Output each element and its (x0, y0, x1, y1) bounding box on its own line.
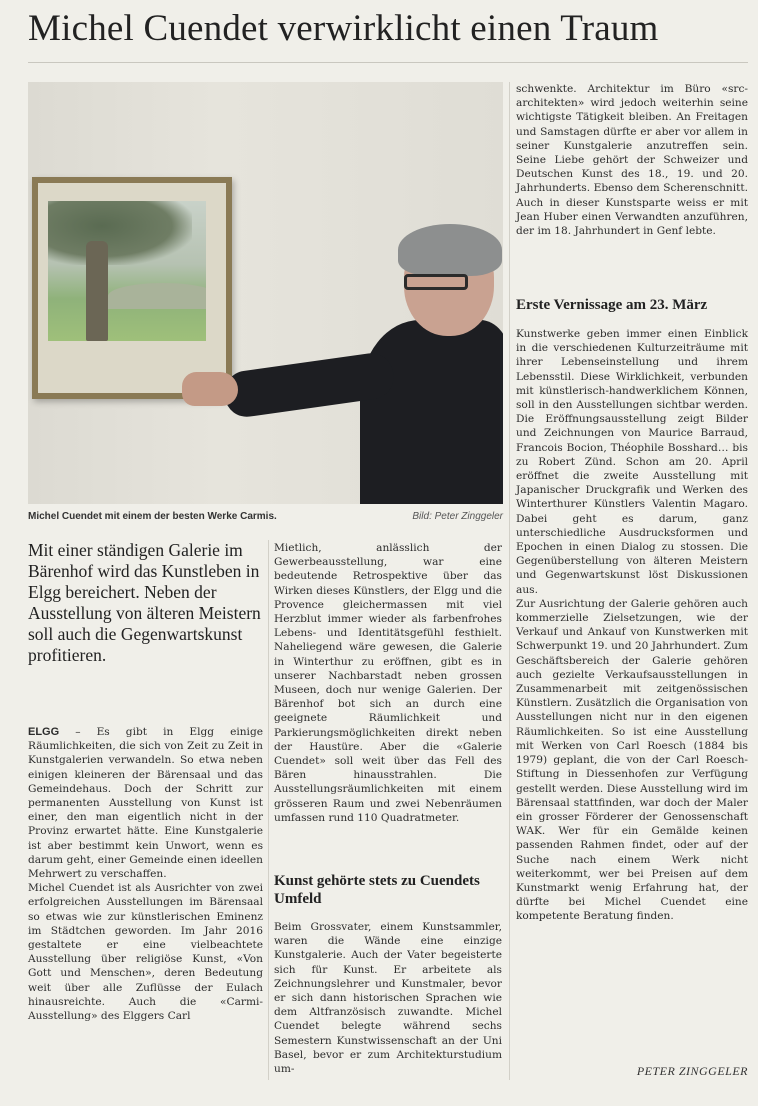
headline-divider (28, 62, 748, 63)
paragraph: Beim Grossvater, einem Kunstsammler, waren die Wände eine einzige Kunstgalerie. Auch der Vater begeisterte sich für Kunst. Er arbeitete als Zeichnungslehrer und Kunstmaler, bevor er sich dann historischen Sprachen wie dem Altfranzösisch zuwandte. Michel Cuendet belegte während sechs Semestern Kunstwissenschaft an der Uni Basel, bevor er zum Architekturstudium um- (274, 921, 502, 1076)
painting-canvas (48, 201, 206, 341)
dateline: ELGG (28, 726, 60, 738)
column-1 (28, 725, 263, 1023)
paragraph: Mietlich, anlässlich der Gewerbeausstellung, war eine bedeutende Retrospektive über das Wirken dieses Künstlers, der Elgg und die Provence gleichermassen mit viel Herzblut immer wieder als farbenfrohes Lebens- und Identitätsgefühl festhielt. Naheliegend wäre gewesen, die Galerie in Winterthur zu eröffnen, gibt es in unserer Nachbarstadt neben grossen Museen, doch nur wenige Galerien. Der Bärenhof bot sich an durch eine geeignete Räumlichkeit und Parkierungsmöglichkeiten direkt neben der Haustüre. Aber die «Galerie Cuendet» soll weit über das Fell des Bären hinausstrahlen. Die Ausstellungsräumlichkeiten mit einem grösseren Raum und zwei Nebenräumen umfassen rund 110 Quadratmeter. (274, 542, 502, 824)
photo-subject (332, 232, 503, 504)
tree-crown (48, 201, 192, 265)
landscape-hills (108, 283, 206, 309)
author-byline: PETER ZINGGELER (636, 1064, 748, 1078)
paragraph-text: – Es gibt in Elgg einige Räumlichkeiten, die sich von Zeit zu Zeit in Kunstgalerien verwandeln. So etwa neben einigen kleineren der Bärensaal und das Gemeindehaus. Doch der Schritt zur permanenten Ausstellung von Kunst ist einer, den man eigentlich nicht in der Provinz erwartet hätte. Eine Kunstgalerie ist aber bestimmt kein Unwort, wenn es darum geht, einer Gemeinde einen ideellen Mehrwert zu verschaffen. (28, 726, 263, 881)
tree-trunk (86, 241, 108, 341)
column-3 (516, 82, 748, 238)
column-3-continued (516, 327, 748, 924)
subheading: Erste Vernissage am 23. März (516, 297, 708, 313)
glasses-icon (404, 274, 468, 290)
article-photo (28, 82, 503, 504)
subheading: Kunst gehörte stets zu Cuendets Umfeld (274, 873, 480, 907)
paragraph: schwenkte. Architektur im Büro «src-architekten» wird jedoch weiterhin seine wichtigste Tätigkeit bleiben. An Freitagen und Samstagen dürfte er aber vor allem in seiner Kunstgalerie anzutreffen sein. Seine Liebe gehört der Schweizer und Deutschen Kunst des 18., 19. und 20. Jahrhunderts. Ebenso dem Scherenschnitt. Auch in dieser Kunstsparte weiss er mit Jean Huber einen Verwandten anzuführen, der im 18. Jahrhundert in Genf lebte. (516, 83, 748, 238)
paragraph: Michel Cuendet ist als Ausrichter von zwei erfolgreichen Ausstellungen im Bärensaal so etwas wie zur künstlerischen Eminenz im Städtchen geworden. Im Jahr 2016 gestaltete er eine vielbeachtete Ausstellung über religiöse Kunst, «Von Gott und Menschen», deren Bedeutung weit über alle Zuflüsse der Eulach hinausreichte. Auch die «Carmi-Ausstellung» des Elggers Carl (28, 882, 263, 1023)
column-2-continued (274, 920, 502, 1076)
article-lead: Mit einer ständigen Galerie im Bärenhof wird das Kunstleben in Elgg bereichert. Neben der Ausstellung von älteren Meistern soll auch die Gegenwartskunst profitieren. (28, 540, 261, 665)
framed-painting (32, 177, 232, 399)
article-headline: Michel Cuendet verwirklicht einen Traum (28, 8, 659, 49)
subject-hair (398, 224, 502, 276)
subject-hand (182, 372, 238, 406)
column-divider (509, 82, 510, 1080)
paragraph: Zur Ausrichtung der Galerie gehören auch kommerzielle Zielsetzungen, wie der Verkauf und Ankauf von Kunstwerken mit Schwerpunkt 19. und 20 Jahrhundert. Zum Geschäftsbereich der Galerie gehören auch gezielte Verkaufsausstellungen in Zusammenarbeit mit zeitgenössischen Künstlern. Zusätzlich die Organisation von Ausstellungen nicht nur in den eigenen Räumlichkeiten. So ist eine Ausstellung mit Werken von Carl Roesch (1884 bis 1979) geplant, die von der Carl Roesch-Stiftung in Diessenhofen zur Verfügung gestellt werden. Diese Ausstellung wird im Bärensaal stattfinden, war doch der Maler ein grosser Förderer der Genossenschaft WAK. Wer für ein Gemälde keinen passenden Rahmen findet, oder auf der Suche nach einem Werk nicht weiterkommt, wer bei Preisen auf dem Kunstmarkt wenig Erfahrung hat, der dürfte bei Michel Cuendet eine kompetente Beratung finden. (516, 597, 748, 923)
column-divider (268, 540, 269, 1080)
photo-caption: Michel Cuendet mit einem der besten Werke Carmis. (28, 511, 277, 522)
subject-torso (360, 320, 503, 504)
photo-caption-row (28, 510, 503, 524)
paragraph: Kunstwerke geben immer einen Einblick in die verschiedenen Kulturzeiträume mit ihrer Lebenseinstellung und ihrem Lebensstil. Diese Wirklichkeit, verbunden mit künstlerisch-handwerklichem Können, soll in den Ausstellungen sichtbar werden. Die Eröffnungsausstellung zeigt Bilder und Zeichnungen von Maurice Barraud, Francois Bocion, Théophile Bosshard… bis zu Robert Zünd. Schon am 20. April eröffnet die zweite Ausstellung mit Japanischer Druckgrafik und Werken des Winterthurer Künstlers Valentin Magaro. Dabei geht es darum, ganz unterschiedliche Ausdrucksformen und Epochen in einen Dialog zu stossen. Die Gegenüberstellung von älteren Meistern und Gegenwartskunst löst Diskussionen aus. (516, 328, 748, 596)
photo-credit: Bild: Peter Zinggeler (412, 511, 503, 522)
paragraph (28, 725, 263, 881)
column-2 (274, 541, 502, 825)
